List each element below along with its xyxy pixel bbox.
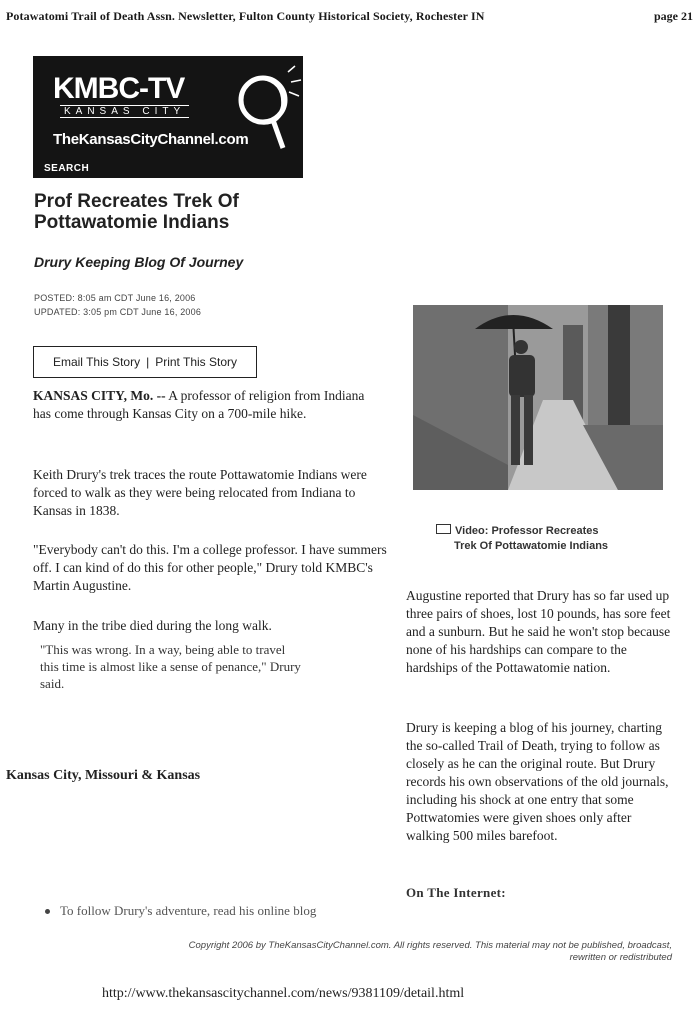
video-caption-line-1: Video: Professor Recreates: [455, 525, 599, 537]
section-heading: Kansas City, Missouri & Kansas: [6, 768, 201, 783]
paragraph-4: Many in the tribe died during the long walk.: [33, 618, 272, 633]
article-subhead: Drury Keeping Blog Of Journey: [34, 254, 244, 270]
search-link[interactable]: SEARCH: [44, 163, 90, 174]
page-number: page 21: [654, 9, 693, 23]
photo-illustration: [413, 305, 663, 490]
article-headline: Prof Recreates Trek Of Pottawatomie Indians: [34, 191, 239, 233]
drury-quote: "This was wrong. In a way, being able to travel this time is almost like a sense of penance," Drury said.: [40, 642, 301, 691]
updated-time: UPDATED: 3:05 pm CDT June 16, 2006: [34, 307, 202, 317]
on-the-internet-heading: On The Internet:: [406, 885, 506, 900]
source-url: http://www.thekansascitychannel.com/news/9381109/detail.html: [102, 986, 465, 1001]
paragraph-1-text: A professor of religion from Indiana has come through Kansas City on a 700-mile hike.: [33, 388, 365, 421]
logo-title: KMBC-TV: [53, 72, 185, 105]
kmbc-logo[interactable]: [33, 56, 303, 178]
dateline: KANSAS CITY, Mo. --: [33, 388, 166, 403]
posted-time: POSTED: 8:05 am CDT June 16, 2006: [34, 293, 196, 303]
action-separator: |: [146, 355, 150, 369]
copyright-line-1: Copyright 2006 by TheKansasCityChannel.com. All rights reserved. This material may not be published, broadcast,: [188, 940, 672, 951]
paragraph-6: Drury is keeping a blog of his journey, charting the so-called Trail of Death, trying to follow as closely as he can the original route. But Drury records his own observations of the old journals, including his shock at one entry that some Pottwatomies were given shoes only after walking 500 miles barefoot.: [406, 720, 669, 843]
email-story-link[interactable]: Email This Story: [52, 355, 141, 369]
professor-walking-photo[interactable]: [413, 305, 663, 490]
blog-link[interactable]: To follow Drury's adventure, read his online blog: [60, 903, 317, 918]
paragraph-2: Keith Drury's trek traces the route Pottawatomie Indians were forced to walk as they were being relocated from Indiana to Kansas in 1838.: [33, 467, 367, 518]
print-story-link[interactable]: Print This Story: [155, 355, 238, 369]
logo-site: TheKansasCityChannel.com: [53, 131, 249, 148]
video-caption-line-2: Trek Of Pottawatomie Indians: [454, 540, 609, 552]
logo-city: KANSAS CITY: [60, 105, 189, 118]
story-actions: [33, 346, 257, 378]
paragraph-3: "Everybody can't do this. I'm a college professor. I have summers off. I can kind of do this for other people," Drury told KMBC's Martin Augustine.: [33, 542, 387, 593]
video-icon: [436, 524, 451, 534]
video-caption[interactable]: [436, 524, 608, 554]
paragraph-1: [33, 387, 378, 423]
copyright-notice: [72, 940, 672, 964]
paragraph-5: Augustine reported that Drury has so far used up three pairs of shoes, lost 10 pounds, has sore feet and a sunburn. But he said he won't stop because none of his hardships can compare to the hardships of the Pottawatomie nation.: [406, 588, 671, 675]
copyright-line-2: rewritten or redistributed: [569, 952, 672, 963]
newsletter-header: Potawatomi Trail of Death Assn. Newsletter, Fulton County Historical Society, Rochester IN: [6, 9, 485, 23]
bullet-icon: [45, 909, 50, 914]
blog-bullet: [45, 903, 316, 919]
